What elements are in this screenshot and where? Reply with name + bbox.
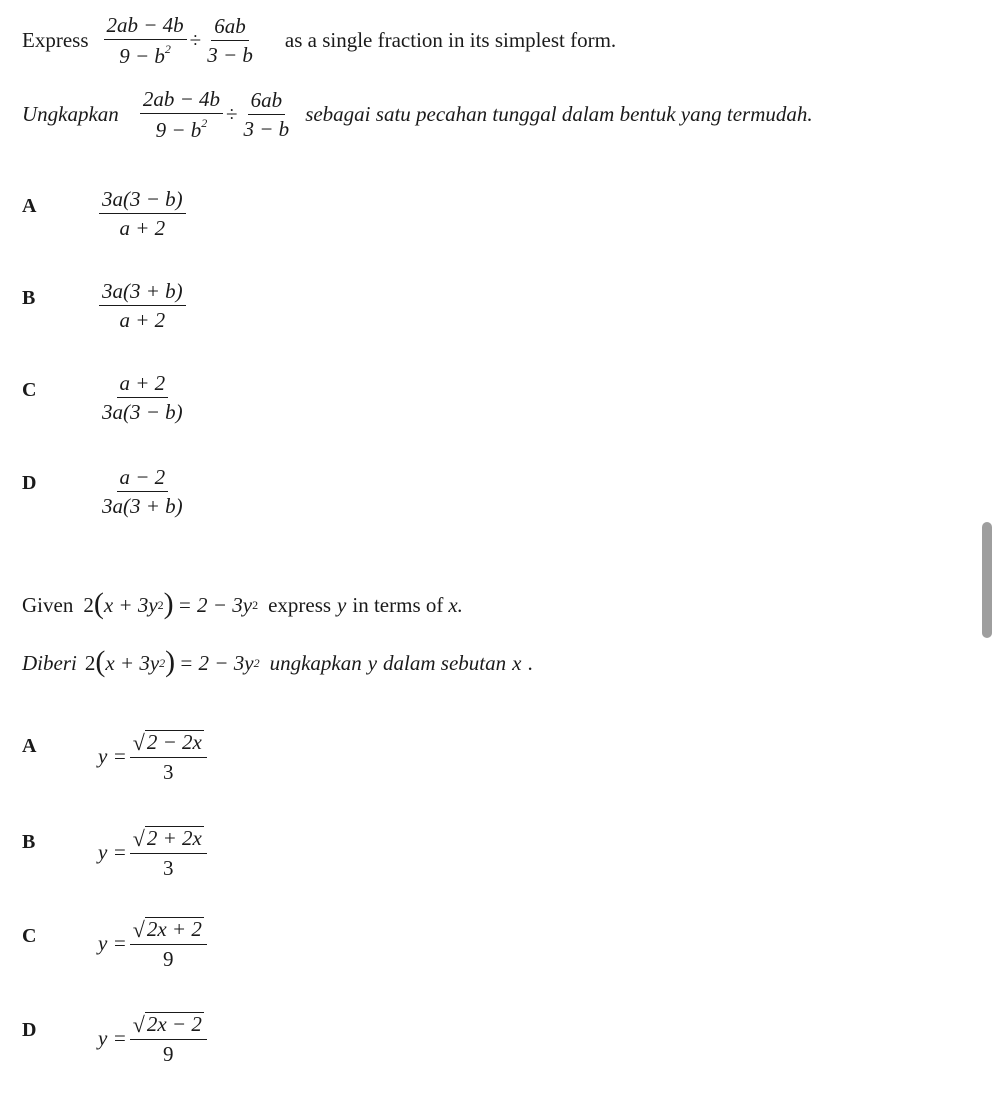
q1-option-b-letter: B [22, 287, 36, 309]
radical-icon: √ [132, 917, 145, 943]
q2-equation-rhs-exponent: 2 [252, 597, 259, 612]
q2-equation-inner: x + 3y [103, 592, 158, 617]
q1-option-d-numerator: a − 2 [117, 466, 169, 492]
q2-malay-equation-rhs: = 2 − 3y [179, 650, 254, 675]
q1-option-a-numerator: 3a(3 − b) [99, 188, 186, 214]
q1-frac2-denominator: 3 − b [207, 43, 253, 68]
q1-malay-suffix: sebagai satu pecahan tunggal dalam bentuk yang termudah. [305, 102, 813, 127]
q2-malay-end: . [527, 650, 533, 675]
q1-option-c-letter: C [22, 379, 37, 401]
q1-english-fraction-2 [204, 15, 256, 66]
q2-option-b-radicand: 2 + 2x [146, 826, 202, 850]
q2-option-d-letter: D [22, 1019, 37, 1041]
q2-option-d-radicand: 2x − 2 [146, 1012, 202, 1036]
q2-malay-line: Diberi 2 ( x + 3y 2 ) = 2 − 3y 2 ungkapkan y dalam sebutan x . [22, 645, 533, 678]
q2-malay-equation-inner-exponent: 2 [159, 655, 166, 670]
q2-malay-var: y [367, 650, 378, 675]
q2-malay-prefix: Diberi [22, 650, 77, 675]
q1-option-d-denominator: 3a(3 + b) [102, 494, 183, 519]
q1-malay-fraction-2 [241, 89, 293, 140]
q2-option-c-denominator: 9 [163, 947, 174, 972]
q2-option-a-letter: A [22, 735, 37, 757]
radical-icon: √ [132, 730, 145, 756]
q2-english-prefix: Given [22, 592, 74, 617]
q2-malay-equation-rhs-exponent: 2 [253, 655, 260, 670]
q2-option-a-lhs: y = [98, 744, 127, 769]
q2-equation-rhs: = 2 − 3y [177, 592, 253, 617]
q2-option-b-letter: B [22, 831, 36, 853]
q1-frac1-numerator: 2ab − 4b [104, 14, 187, 40]
q2-option-c-radicand: 2x + 2 [146, 917, 202, 941]
q2-english-mid: express [268, 592, 332, 617]
q2-option-b-denominator: 3 [163, 856, 174, 881]
q1-english-suffix: as a single fraction in its simplest form. [284, 28, 617, 53]
q1-malay-divide-operator: ÷ [225, 102, 238, 127]
q2-option-c-lhs: y = [98, 931, 127, 956]
q2-malay-mid: ungkapkan [269, 650, 362, 675]
q1-option-c-denominator: 3a(3 − b) [102, 400, 183, 425]
q1-malay-fraction-1 [140, 88, 223, 141]
q1-malay-line [22, 88, 813, 141]
q1-option-c-numerator: a + 2 [117, 372, 169, 398]
q1-english-prefix: Express [22, 28, 89, 53]
q2-english-suffix-var: x. [448, 592, 463, 617]
q1-english-divide-operator: ÷ [189, 28, 202, 53]
q2-option-b-lhs: y = [98, 840, 127, 865]
q2-english-line: Given 2 ( x + 3y 2 ) = 2 − 3y 2 express y in terms of x. [22, 587, 463, 620]
q2-option-b[interactable] [98, 826, 210, 879]
q1-malay-frac1-numerator: 2ab − 4b [140, 88, 223, 114]
q1-malay-prefix: Ungkapkan [22, 102, 119, 127]
q1-option-d-letter: D [22, 472, 37, 494]
q2-english-var: y [337, 592, 347, 617]
q1-frac1-denominator-exponent: 2 [164, 42, 171, 57]
q2-option-d[interactable] [98, 1012, 210, 1065]
q1-malay-frac1-denominator-base: 9 − b [155, 118, 202, 143]
q1-option-b-numerator: 3a(3 + b) [99, 280, 186, 306]
q1-option-c[interactable] [96, 372, 189, 423]
q2-malay-suffix-var: x [512, 650, 522, 675]
q1-option-d[interactable] [96, 466, 189, 517]
q1-malay-frac2-numerator: 6ab [248, 89, 286, 115]
q2-malay-equation-coefficient: 2 [84, 650, 96, 675]
q1-option-a-denominator: a + 2 [119, 216, 166, 241]
q2-english-suffix: in terms of [352, 592, 444, 617]
q2-option-a[interactable] [98, 730, 210, 783]
q2-option-c[interactable] [98, 917, 210, 970]
q1-malay-frac2-denominator: 3 − b [243, 117, 290, 142]
q1-malay-frac1-denominator-exponent: 2 [201, 116, 208, 131]
q2-option-d-lhs: y = [98, 1026, 127, 1051]
q1-english-fraction-1 [104, 14, 187, 67]
q1-option-b[interactable] [96, 280, 189, 331]
q1-english-line [22, 14, 616, 67]
q2-option-d-denominator: 9 [163, 1042, 174, 1067]
radical-icon: √ [132, 826, 145, 852]
q1-frac2-numerator: 6ab [211, 15, 249, 41]
q1-option-a-letter: A [22, 195, 37, 217]
q1-option-a[interactable] [96, 188, 189, 239]
q2-malay-equation-inner: x + 3y [105, 650, 160, 675]
q2-option-a-denominator: 3 [163, 760, 174, 785]
q2-option-c-letter: C [22, 925, 37, 947]
radical-icon: √ [132, 1012, 145, 1038]
q2-equation-coefficient: 2 [83, 592, 94, 617]
q1-option-b-denominator: a + 2 [119, 308, 166, 333]
q2-equation-inner-exponent: 2 [157, 597, 164, 612]
q2-option-a-radicand: 2 − 2x [146, 730, 202, 754]
q2-malay-suffix: dalam sebutan [383, 650, 507, 675]
q1-frac1-denominator-base: 9 − b [119, 44, 165, 69]
vertical-scrollbar-thumb[interactable] [982, 522, 992, 638]
